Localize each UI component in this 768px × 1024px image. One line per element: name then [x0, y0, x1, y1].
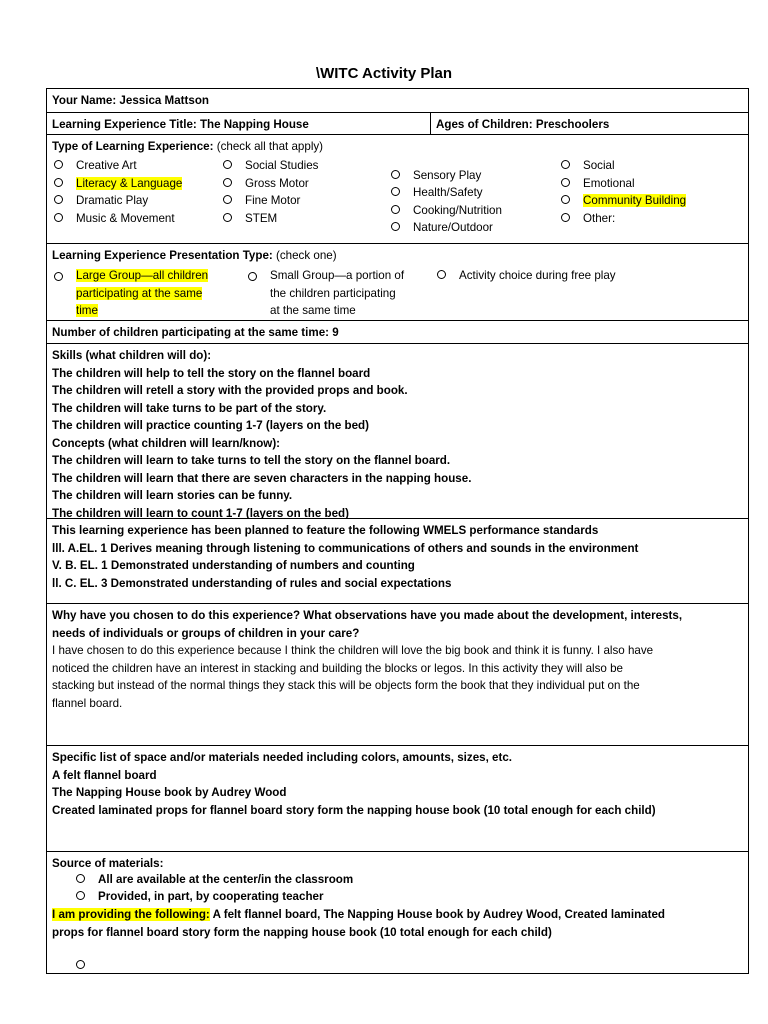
- learning-title-cell: [47, 113, 430, 134]
- option-label: Gross Motor: [245, 177, 309, 190]
- standard-line: V. B. EL. 1 Demonstrated understanding of numbers and counting: [52, 559, 415, 572]
- standards-row: [46, 518, 749, 604]
- option-available-at-center[interactable]: [76, 871, 353, 889]
- option-label: STEM: [245, 212, 278, 225]
- option-line: at the same time: [270, 304, 356, 317]
- option-other[interactable]: [561, 210, 615, 228]
- providing-text: [52, 906, 665, 941]
- option-creative-art[interactable]: [54, 157, 137, 175]
- option-small-group[interactable]: [248, 267, 404, 320]
- circle-checkbox-icon: [391, 205, 400, 214]
- option-empty[interactable]: [76, 957, 98, 974]
- concepts-heading: Concepts (what children will learn/know):: [52, 436, 281, 450]
- option-line: participating at the same: [76, 286, 203, 300]
- why-answer-line: flannel board.: [52, 696, 123, 710]
- name-row: [46, 88, 749, 113]
- why-question: Why have you chosen to do this experience? What observations have you made about the development, interests,: [52, 609, 683, 622]
- circle-checkbox-icon: [223, 213, 232, 222]
- option-line: the children participating: [270, 286, 396, 300]
- why-answer-line: noticed the children have an interest in stacking and building the blocks or legos. In this activity they will also be: [52, 661, 623, 675]
- option-large-group[interactable]: [54, 267, 208, 320]
- num-children: Number of children participating at the same time: 9: [52, 326, 339, 339]
- circle-checkbox-icon: [561, 160, 570, 169]
- concept-line: The children will learn to count 1-7 (layers on the bed): [52, 506, 349, 519]
- circle-checkbox-icon: [54, 195, 63, 204]
- why-answer-line: stacking but instead of the normal things they stack this will be objects form the book that they individual put on the: [52, 679, 640, 692]
- source-heading: Source of materials:: [52, 857, 164, 870]
- standards-heading: This learning experience has been planned to feature the following WMELS performance standards: [52, 524, 599, 537]
- presentation-heading: [47, 244, 748, 265]
- option-social-studies[interactable]: [223, 157, 318, 175]
- option-health-safety[interactable]: [391, 184, 483, 202]
- materials-heading: Specific list of space and/or materials needed including colors, amounts, sizes, etc.: [52, 751, 513, 764]
- option-label: Activity choice during free play: [459, 269, 616, 282]
- learning-type-heading-bold: Type of Learning Experience:: [52, 140, 214, 153]
- circle-checkbox-icon: [223, 195, 232, 204]
- providing-text-line: A felt flannel board, The Napping House book by Audrey Wood, Created laminated: [209, 908, 666, 921]
- option-label: All are available at the center/in the classroom: [98, 873, 354, 886]
- learning-type-heading: [47, 135, 748, 156]
- concept-line: The children will learn to take turns to tell the story on the flannel board.: [52, 454, 451, 467]
- option-label: Nature/Outdoor: [413, 221, 493, 234]
- option-music-movement[interactable]: [54, 210, 175, 228]
- circle-checkbox-icon: [76, 874, 85, 883]
- option-label: Dramatic Play: [76, 194, 149, 207]
- option-label-highlighted: Community Building: [583, 194, 687, 207]
- why-answer-line: I have chosen to do this experience because I think the children will love the big book and think it is funny. I also have: [52, 644, 654, 657]
- option-label: Fine Motor: [245, 194, 301, 207]
- option-line: Large Group—all children: [76, 269, 209, 282]
- title-ages-row: [46, 112, 749, 135]
- skill-line: The children will take turns to be part of the story.: [52, 401, 327, 415]
- option-line: time: [76, 304, 98, 317]
- circle-checkbox-icon: [223, 160, 232, 169]
- option-cooking-nutrition[interactable]: [391, 202, 502, 220]
- why-text: [47, 604, 748, 712]
- why-row: [46, 603, 749, 746]
- circle-checkbox-icon: [54, 160, 63, 169]
- option-line: Small Group—a portion of: [270, 269, 405, 282]
- num-children-row: [46, 320, 749, 344]
- circle-checkbox-icon: [248, 272, 257, 281]
- standards-text: [47, 519, 748, 592]
- circle-checkbox-icon: [561, 195, 570, 204]
- option-label-highlighted: Literacy & Language: [76, 177, 183, 190]
- option-label: Cooking/Nutrition: [413, 204, 502, 217]
- skills-heading: Skills (what children will do):: [52, 349, 212, 362]
- presentation-heading-note: (check one): [272, 249, 337, 262]
- presentation-heading-bold: Learning Experience Presentation Type:: [52, 249, 273, 262]
- circle-checkbox-icon: [54, 272, 63, 281]
- circle-checkbox-icon: [391, 170, 400, 179]
- option-provided-by-teacher[interactable]: [76, 888, 323, 906]
- concept-line: The children will learn stories can be funny.: [52, 489, 293, 502]
- option-label: Emotional: [583, 177, 635, 190]
- ages-cell: [431, 113, 749, 134]
- option-label: Health/Safety: [413, 186, 483, 199]
- option-nature-outdoor[interactable]: [391, 219, 493, 237]
- option-label: Sensory Play: [413, 169, 482, 182]
- material-line: Created laminated props for flannel board story form the napping house book (10 total enough for each child): [52, 803, 656, 817]
- skills-concepts-text: [47, 344, 748, 519]
- circle-checkbox-icon: [391, 222, 400, 231]
- circle-checkbox-icon: [223, 178, 232, 187]
- circle-checkbox-icon: [437, 270, 446, 279]
- option-stem[interactable]: [223, 210, 277, 228]
- circle-checkbox-icon: [561, 178, 570, 187]
- providing-label-highlighted: I am providing the following:: [52, 908, 210, 921]
- option-fine-motor[interactable]: [223, 192, 300, 210]
- why-question: needs of individuals or groups of children in your care?: [52, 626, 360, 640]
- ages-field: Ages of Children: Preschoolers: [436, 118, 610, 131]
- materials-text: [47, 746, 748, 819]
- learning-type-heading-note: (check all that apply): [213, 140, 324, 153]
- learning-type-row: [46, 134, 749, 244]
- concept-line: The children will learn that there are seven characters in the napping house.: [52, 471, 472, 485]
- skill-line: The children will help to tell the story on the flannel board: [52, 366, 371, 380]
- option-free-play[interactable]: [437, 267, 616, 285]
- page-title: \WITC Activity Plan: [315, 65, 453, 82]
- option-literacy-language[interactable]: [54, 175, 182, 193]
- material-line: The Napping House book by Audrey Wood: [52, 786, 287, 799]
- circle-checkbox-icon: [54, 178, 63, 187]
- skills-concepts-row: [46, 343, 749, 519]
- option-label: Other:: [583, 212, 616, 225]
- name-field: Your Name: Jessica Mattson: [52, 94, 209, 107]
- skill-line: The children will retell a story with the provided props and book.: [52, 384, 408, 397]
- providing-text-line: props for flannel board story form the napping house book (10 total enough for each child): [52, 925, 552, 939]
- presentation-type-row: [46, 243, 749, 321]
- standard-line: lll. A.EL. 1 Derives meaning through listening to communications of others and sounds in the environment: [52, 541, 639, 555]
- option-gross-motor[interactable]: [223, 175, 309, 193]
- option-sensory-play[interactable]: [391, 167, 481, 185]
- skill-line: The children will practice counting 1-7 (layers on the bed): [52, 419, 369, 432]
- materials-row: [46, 745, 749, 852]
- option-label: Social: [583, 159, 615, 172]
- option-dramatic-play[interactable]: [54, 192, 148, 210]
- source-row: [46, 851, 749, 974]
- learning-title: Learning Experience Title: The Napping House: [52, 118, 309, 131]
- option-label: Social Studies: [245, 159, 319, 172]
- circle-checkbox-icon: [76, 891, 85, 900]
- option-label: Provided, in part, by cooperating teacher: [98, 890, 324, 903]
- circle-checkbox-icon: [391, 187, 400, 196]
- circle-checkbox-icon: [561, 213, 570, 222]
- circle-checkbox-icon: [54, 213, 63, 222]
- standard-line: ll. C. EL. 3 Demonstrated understanding of rules and social expectations: [52, 576, 452, 590]
- option-label: Creative Art: [76, 159, 137, 172]
- option-community-building[interactable]: [561, 192, 686, 210]
- option-label: Music & Movement: [76, 212, 175, 225]
- circle-checkbox-icon: [76, 960, 85, 969]
- option-emotional[interactable]: [561, 175, 635, 193]
- option-social[interactable]: [561, 157, 615, 175]
- material-line: A felt flannel board: [52, 768, 157, 782]
